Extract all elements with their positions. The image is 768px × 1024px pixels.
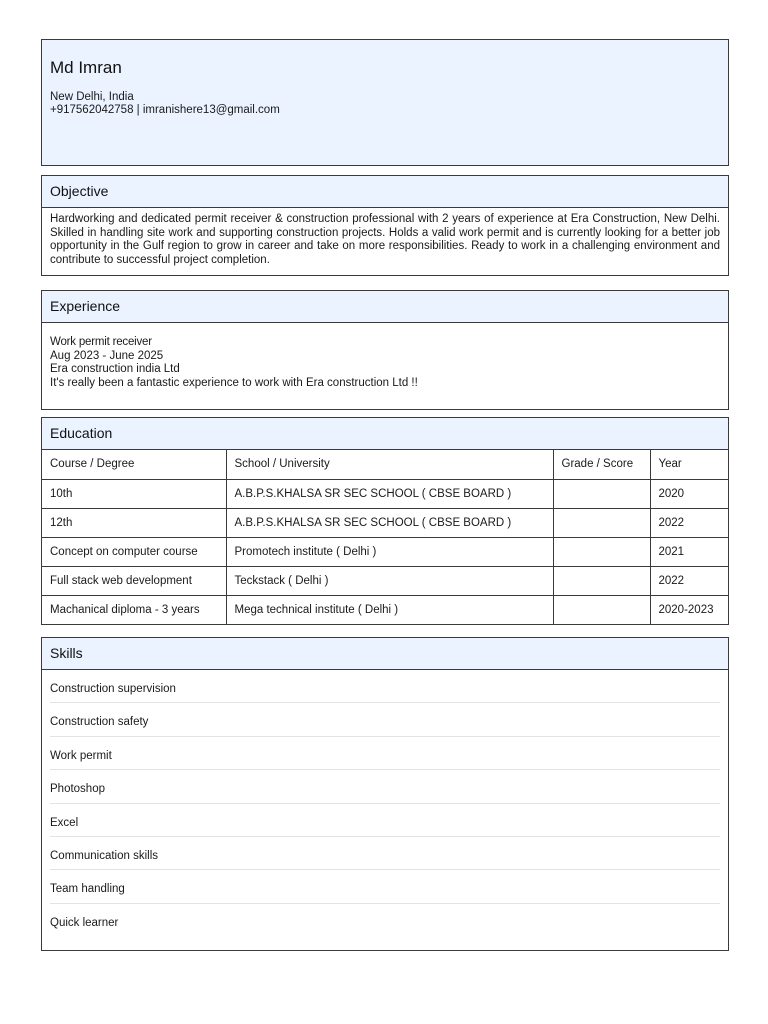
location-text: New Delhi, India [50,91,134,103]
skill-item: Construction safety [50,703,720,736]
cell-school: Teckstack ( Delhi ) [226,566,553,595]
objective-title: Objective [42,176,728,208]
cell-school: Promotech institute ( Delhi ) [226,537,553,566]
experience-period: Aug 2023 - June 2025 [50,349,164,362]
table-row [42,479,728,508]
table-row [42,595,728,624]
column-header-school: School / University [226,450,553,479]
table-row [42,537,728,566]
cell-year: 2020-2023 [658,603,714,616]
skill-item: Excel [50,804,720,837]
table-row [42,508,728,537]
skill-item: Quick learner [50,916,119,929]
experience-description: It's really been a fantastic experience to work with Era construction Ltd !! [50,376,418,389]
resume-header [41,39,729,166]
cell-grade [553,479,650,508]
experience-section [41,290,729,410]
cell-year: 2021 [650,537,728,566]
cell-grade [553,595,650,624]
cell-grade [553,508,650,537]
column-header-year: Year [650,450,728,479]
cell-school: A.B.P.S.KHALSA SR SEC SCHOOL ( CBSE BOARD ) [226,508,553,537]
skills-title: Skills [42,638,728,670]
candidate-name: Md Imran [50,58,122,77]
contact-text: +917562042758 | imranishere13@gmail.com [50,104,280,116]
cell-course: 12th [42,508,226,537]
cell-year: 2022 [650,566,728,595]
experience-role: Work permit receiver [50,336,152,348]
cell-course: Concept on computer course [42,537,226,566]
education-title: Education [42,418,728,450]
cell-grade [553,566,650,595]
skill-item: Work permit [50,737,720,770]
cell-grade [553,537,650,566]
cell-course: Full stack web development [42,566,226,595]
skill-item: Communication skills [50,837,720,870]
table-row [42,566,728,595]
cell-school: A.B.P.S.KHALSA SR SEC SCHOOL ( CBSE BOARD ) [226,479,553,508]
cell-course: 10th [42,479,226,508]
objective-text: Hardworking and dedicated permit receiver & construction professional with 2 years of experience at Era Construction, New Delhi. Skilled in handling site work and supporting construction projects. Holds a valid work permit and is currently looking for a better job opportunity in the Gulf region to grow in career and take on more responsibilities. Ready to work in a challenging environment and contribute to successful project completion. [50,213,720,266]
skill-item: Construction supervision [50,670,720,703]
objective-section [41,175,729,276]
cell-year: 2022 [650,508,728,537]
experience-company: Era construction india Ltd [50,363,180,376]
cell-course: Machanical diploma - 3 years [42,595,226,624]
education-table [42,450,728,624]
table-header-row [42,450,728,479]
experience-entry [42,323,728,390]
column-header-grade: Grade / Score [553,450,650,479]
skills-section [41,637,729,951]
education-section [41,417,729,625]
skill-item: Team handling [50,870,720,903]
skill-item: Photoshop [50,770,720,803]
cell-school: Mega technical institute ( Delhi ) [226,595,553,624]
experience-title: Experience [42,291,728,323]
column-header-course: Course / Degree [42,450,226,479]
skills-list [42,670,728,937]
cell-year: 2020 [650,479,728,508]
